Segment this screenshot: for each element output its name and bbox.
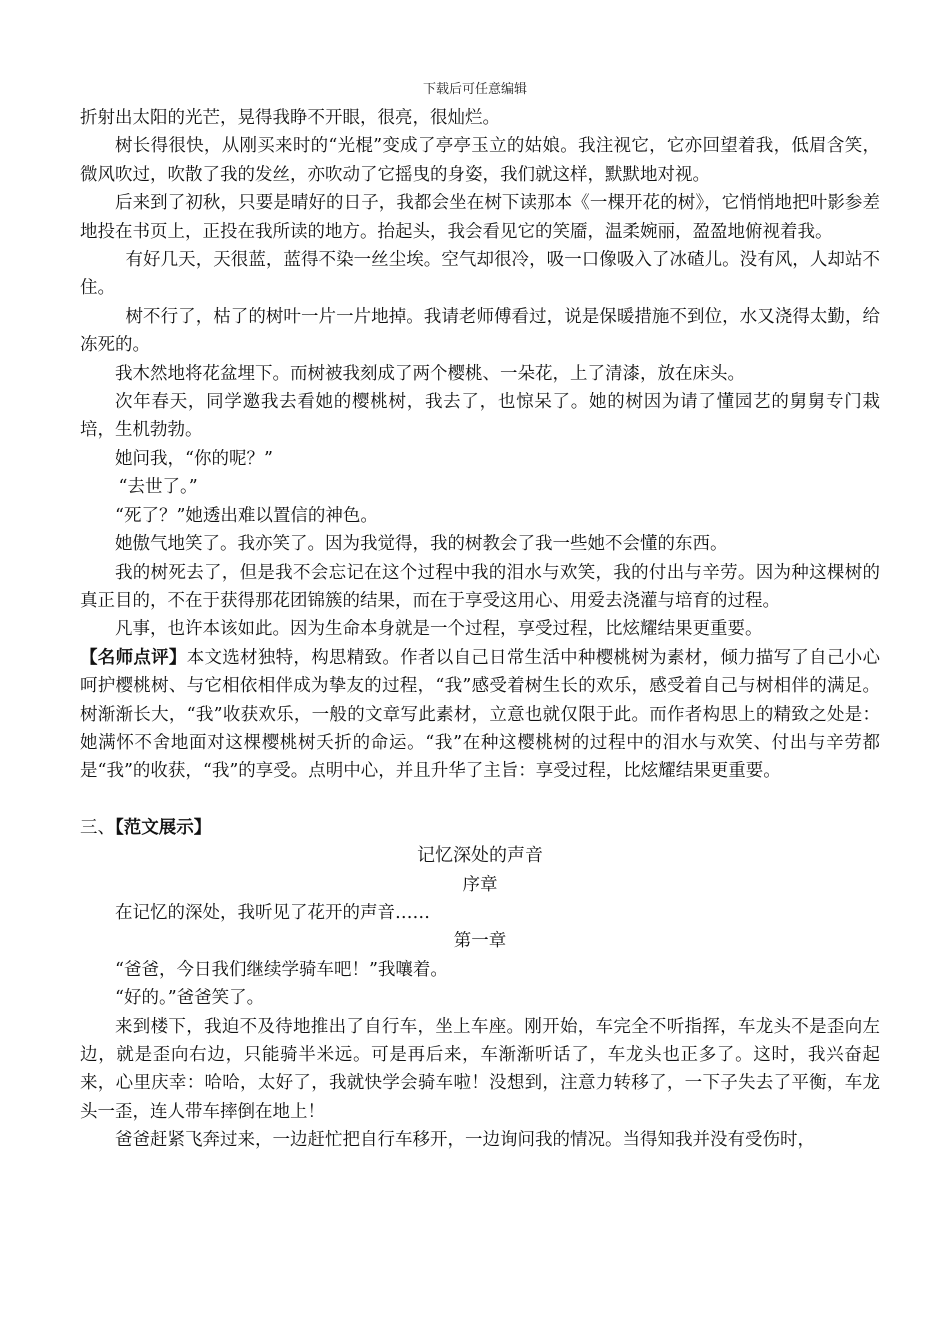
comment-text: 本文选材独特，构思精致。作者以自己日常生活中种樱桃树为素材，倾力描写了自己小心呵护樱桃树、与它相依相伴成为挚友的过程，“我”感受着树生长的欢乐，感受着自己与树相伴的满足。树渐渐长大，“我”收获欢乐，一般的文章写此素材，立意也就仅限于此。而作者构思上的精致之处是：她满怀不舍地面对这棵樱桃树夭折的命运。“我”在种这樱桃树的过程中的泪水与欢笑、付出与辛劳都是“我”的收获，“我”的享受。点明中心，并且升华了主旨：享受过程，比炫耀结果更重要。 [80, 647, 881, 782]
prologue-heading: 序章 [462, 874, 498, 895]
paragraph: 折射出太阳的光芒，晃得我睁不开眼，很亮，很灿烂。 [80, 108, 500, 128]
teacher-comment [80, 644, 880, 786]
paragraph: 凡事，也许本该如此。因为生命本身就是一个过程，享受过程，比炫耀结果更重要。 [115, 619, 763, 640]
spacer [80, 786, 880, 814]
paragraph: “死了？”她透出难以置信的神色。 [115, 505, 378, 526]
paragraph: 我木然地将花盆埋下。而树被我刻成了两个樱桃、一朵花，上了清漆，放在床头。 [115, 363, 745, 384]
paragraph: “爸爸，今日我们继续学骑车吧！”我嚷着。 [115, 959, 448, 980]
paragraph: 爸爸赶紧飞奔过来，一边赶忙把自行车移开，一边询问我的情况。当得知我并没有受伤时， [115, 1130, 815, 1151]
section-number: 三、 [80, 817, 115, 838]
section-label: 【范文展示】 [115, 817, 212, 838]
paragraph: 树长得很快，从刚买来时的“光棍”变成了亭亭玉立的姑娘。我注视它，它亦回望着我，低眉含笑，微风吹过，吹散了我的发丝，亦吹动了它摇曳的身姿，我们就这样，默默地对视。 [80, 136, 880, 185]
paragraph: 后来到了初秋，只要是晴好的日子，我都会坐在树下读那本《一棵开花的树》，它悄悄地把叶影参差地投在书页上，正投在我所读的地方。抬起头，我会看见它的笑靥，温柔婉丽，盈盈地俯视着我。 [80, 193, 880, 242]
paragraph: “好的。”爸爸笑了。 [115, 988, 265, 1009]
paragraph: 来到楼下，我迫不及待地推出了自行车，坐上车座。刚开始，车完全不听指挥，车龙头不是歪向左边，就是歪向右边，只能骑半米远。可是再后来，车渐渐听话了，车龙头也正多了。这时，我兴奋起来，心里庆幸：哈哈，太好了，我就快学会骑车啦！没想到，注意力转移了，一下子失去了平衡，车龙头一歪，连人带车摔倒在地上！ [80, 1016, 880, 1122]
section-heading [80, 814, 880, 842]
paragraph: 她问我，“你的呢？” [115, 448, 273, 469]
essay-title: 记忆深处的声音 [417, 845, 543, 867]
paragraph: 我的树死去了，但是我不会忘记在这个过程中我的泪水与欢笑，我的付出与辛劳。因为种这棵树的真正目的，不在于获得那花团锦簇的结果，而在于享受这用心、用爱去浇灌与培育的过程。 [80, 562, 880, 611]
paragraph: 次年春天，同学邀我去看她的樱桃树，我去了，也惊呆了。她的树因为请了懂园艺的舅舅专门栽培，生机勃勃。 [80, 392, 880, 441]
paragraph: 在记忆的深处，我听见了花开的声音…… [115, 902, 430, 923]
comment-label: 【名师点评】 [80, 647, 187, 668]
paragraph: 有好几天，天很蓝，蓝得不染一丝尘埃。空气却很冷，吸一口像吸入了冰碴儿。没有风，人却站不住。 [80, 250, 880, 299]
paragraph: 树不行了，枯了的树叶一片一片地掉。我请老师傅看过，说是保暖措施不到位，水又浇得太勤，给冻死的。 [80, 306, 880, 356]
paragraph: “去世了。” [118, 477, 198, 498]
document-body [80, 104, 880, 1155]
chapter-heading: 第一章 [453, 931, 507, 952]
page-header: 下载后可任意编辑 [422, 82, 527, 97]
paragraph: 她傲气地笑了。我亦笑了。因为我觉得，我的树教会了我一些她不会懂的东西。 [115, 534, 728, 555]
